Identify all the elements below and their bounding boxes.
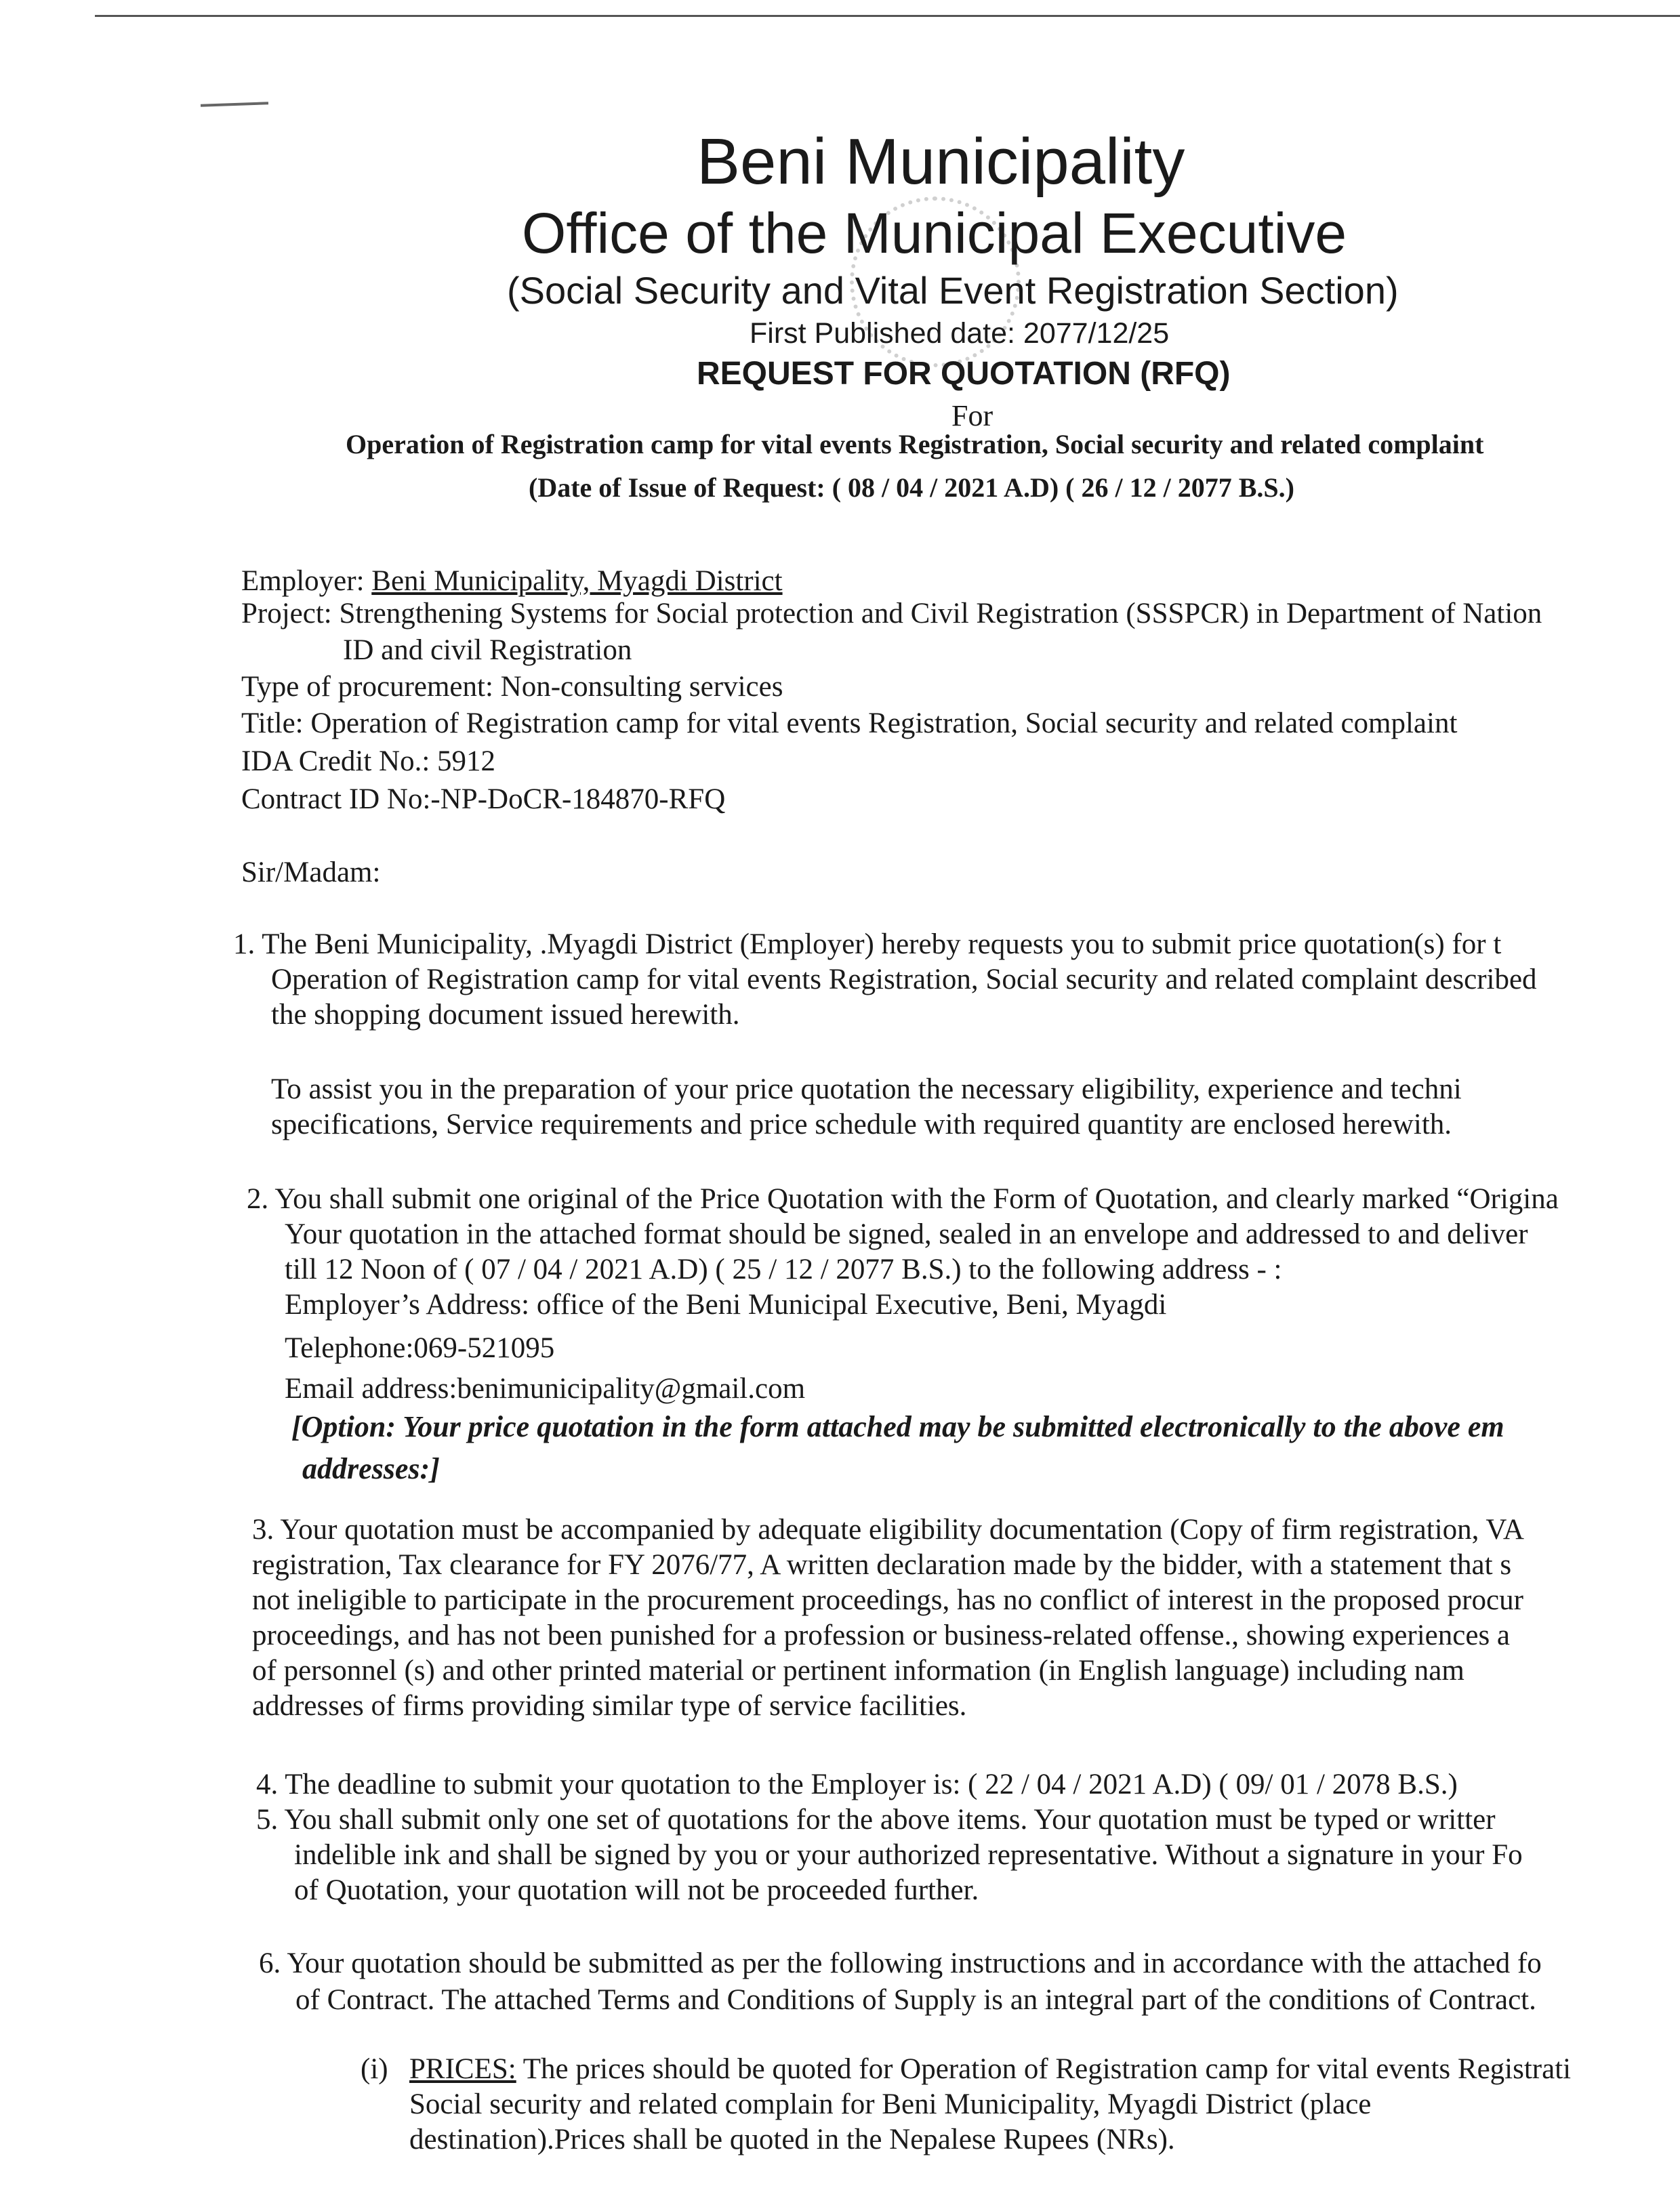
top-border-line xyxy=(95,15,1680,17)
para2-line2: Your quotation in the attached format should be signed, sealed in an envelope and addressed to and deliver xyxy=(285,1218,1528,1250)
project-line-1: Project: Strengthening Systems for Social protection and Civil Registration (SSSPCR) in Department of Nation xyxy=(241,598,1542,629)
para1-line5: specifications, Service requirements and price schedule with required quantity are enclosed herewith. xyxy=(271,1109,1452,1140)
prices-label: PRICES: xyxy=(409,2053,516,2085)
para2-line1: 2. You shall submit one original of the Price Quotation with the Form of Quotation, and clearly marked “Origina xyxy=(247,1183,1559,1215)
ida-credit: IDA Credit No.: 5912 xyxy=(241,745,496,777)
prices-line3: destination).Prices shall be quoted in the Nepalese Rupees (NRs). xyxy=(409,2124,1175,2155)
option-line1: [Option: Your price quotation in the form attached may be submitted electronically to the above em xyxy=(291,1410,1504,1443)
para1-line2: Operation of Registration camp for vital events Registration, Social security and related complaint described xyxy=(271,964,1537,995)
option-line2: addresses:] xyxy=(302,1452,440,1485)
prices-line2: Social security and related complain for Beni Municipality, Myagdi District (place xyxy=(409,2088,1372,2120)
pen-mark xyxy=(201,102,268,106)
para3-line3: not ineligible to participate in the procurement proceedings, has no conflict of interest in the proposed procur xyxy=(252,1584,1523,1616)
para5-line3: of Quotation, your quotation will not be proceeded further. xyxy=(294,1874,979,1906)
prices-item-number: (i) xyxy=(361,2053,388,2085)
rfq-heading: REQUEST FOR QUOTATION (RFQ) xyxy=(697,356,1231,392)
para3-line1: 3. Your quotation must be accompanied by adequate eligibility documentation (Copy of firm registration, VA xyxy=(252,1514,1524,1546)
for-label: For xyxy=(951,399,993,432)
employer-address: Employer’s Address: office of the Beni Municipal Executive, Beni, Myagdi xyxy=(285,1289,1167,1321)
para5-line1: 5. You shall submit only one set of quotations for the above items. Your quotation must be typed or writter xyxy=(256,1804,1496,1836)
email-address: Email address:benimunicipality@gmail.com xyxy=(285,1373,806,1405)
procurement-type: Type of procurement: Non-consulting services xyxy=(241,671,783,703)
employer-line xyxy=(241,566,783,596)
employer-label: Employer: xyxy=(241,565,372,597)
para3-line5: of personnel (s) and other printed material or pertinent information (in English language) including nam xyxy=(252,1655,1464,1687)
contract-id: Contract ID No:-NP-DoCR-184870-RFQ xyxy=(241,783,726,815)
para5-line2: indelible ink and shall be signed by you or your authorized representative. Without a signature in your Fo xyxy=(294,1839,1523,1871)
office-title: Office of the Municipal Executive xyxy=(522,201,1347,265)
para1-line1: 1. The Beni Municipality, .Myagdi District (Employer) hereby requests you to submit price quotation(s) for t xyxy=(233,928,1502,960)
para4-deadline: 4. The deadline to submit your quotation to the Employer is: ( 22 / 04 / 2021 A.D) ( 09/ 01 / 2078 B.S.) xyxy=(256,1769,1458,1800)
para1-line3: the shopping document issued herewith. xyxy=(271,999,740,1031)
employer-value: Beni Municipality, Myagdi District xyxy=(371,565,783,597)
para6-line1: 6. Your quotation should be submitted as per the following instructions and in accordance with the attached fo xyxy=(259,1947,1542,1979)
title-line: Title: Operation of Registration camp for vital events Registration, Social security and related complaint xyxy=(241,707,1458,739)
project-line-2: ID and civil Registration xyxy=(343,634,632,666)
para6-line2: of Contract. The attached Terms and Conditions of Supply is an integral part of the conditions of Contract. xyxy=(295,1984,1536,2016)
subject-line: Operation of Registration camp for vital events Registration, Social security and related complaint xyxy=(346,429,1484,459)
section-title: (Social Security and Vital Event Registration Section) xyxy=(507,269,1399,312)
para3-line4: proceedings, and has not been punished for a profession or business-related offense., showing experiences a xyxy=(252,1619,1511,1651)
para3-line2: registration, Tax clearance for FY 2076/77, A written declaration made by the bidder, with a statement that s xyxy=(252,1549,1512,1581)
para1-line4: To assist you in the preparation of your price quotation the necessary eligibility, experience and techni xyxy=(271,1073,1462,1105)
para2-line3: till 12 Noon of ( 07 / 04 / 2021 A.D) ( 25 / 12 / 2077 B.S.) to the following address - : xyxy=(285,1254,1282,1285)
telephone: Telephone:069-521095 xyxy=(285,1332,555,1364)
prices-line1 xyxy=(409,2055,1571,2084)
para3-line6: addresses of firms providing similar type of service facilities. xyxy=(252,1690,967,1722)
salutation: Sir/Madam: xyxy=(241,856,381,888)
issue-date: (Date of Issue of Request: ( 08 / 04 / 2021 A.D) ( 26 / 12 / 2077 B.S.) xyxy=(529,472,1294,503)
municipality-title: Beni Municipality xyxy=(697,125,1185,198)
published-date: First Published date: 2077/12/25 xyxy=(750,317,1170,350)
prices-text: The prices should be quoted for Operation of Registration camp for vital events Registrati xyxy=(516,2053,1572,2085)
